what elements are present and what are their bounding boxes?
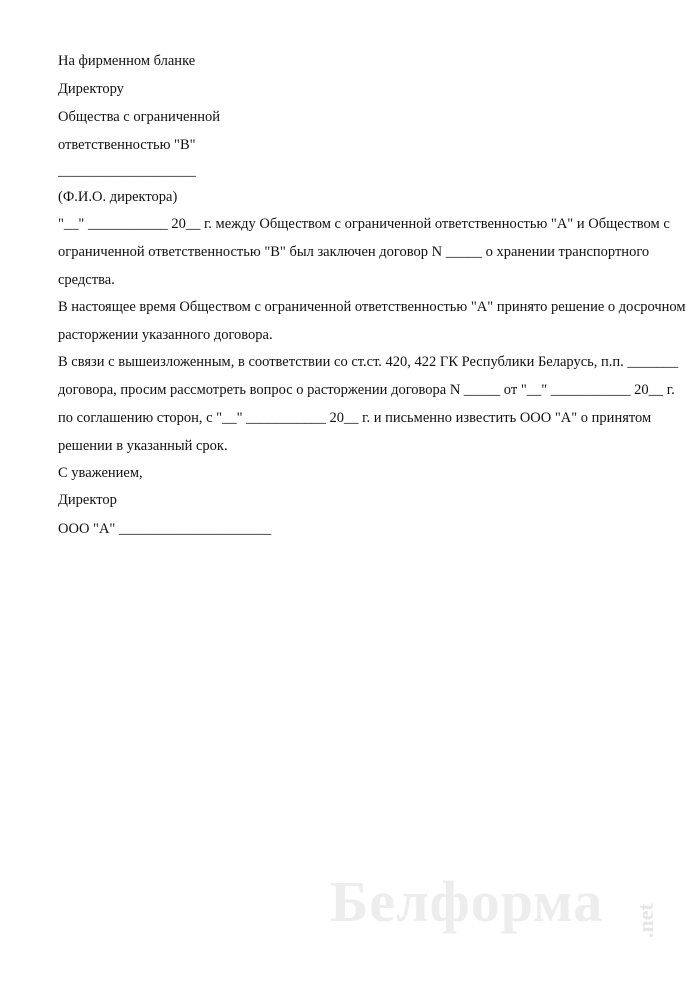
paragraph-1-line-3: средства. (58, 272, 115, 288)
closing-regards: С уважением, (58, 465, 143, 481)
director-name-blank: ___________________ (58, 163, 196, 179)
closing-signature: ООО "А" _____________________ (58, 521, 272, 537)
director-name-caption: (Ф.И.О. директора) (58, 189, 178, 205)
watermark-logo: Белформа (330, 869, 604, 934)
addressee-line-2: Общества с ограниченной (58, 109, 221, 125)
closing-position: Директор (58, 492, 117, 508)
watermark-suffix: .net (633, 903, 658, 938)
paragraph-1-line-2: ограниченной ответственностью "В" был заключен договор N _____ о хранении транспортного (58, 244, 650, 260)
paragraph-2-line-1: В настоящее время Обществом с ограниченной ответственностью "А" принято решение о досрочном (58, 299, 686, 315)
paragraph-3-line-4: решении в указанный срок. (58, 438, 228, 454)
letterhead-note: На фирменном бланке (58, 53, 196, 69)
addressee-line-3: ответственностью "В" (58, 137, 196, 153)
paragraph-3-line-1: В связи с вышеизложенным, в соответствии со ст.ст. 420, 422 ГК Республики Беларусь, п.п. _______ (58, 354, 679, 370)
paragraph-3-line-3: по соглашению сторон, с "__" ___________ 20__ г. и письменно известить ООО "А" о принятом (58, 410, 652, 426)
paragraph-2-line-2: расторжении указанного договора. (58, 327, 273, 343)
paragraph-3-line-2: договора, просим рассмотреть вопрос о расторжении договора N _____ от "__" ___________ 20__ г. (58, 382, 675, 398)
addressee-line-1: Директору (58, 81, 124, 97)
paragraph-1-line-1: "__" ___________ 20__ г. между Обществом с ограниченной ответственностью "А" и Обществом с (58, 216, 670, 232)
